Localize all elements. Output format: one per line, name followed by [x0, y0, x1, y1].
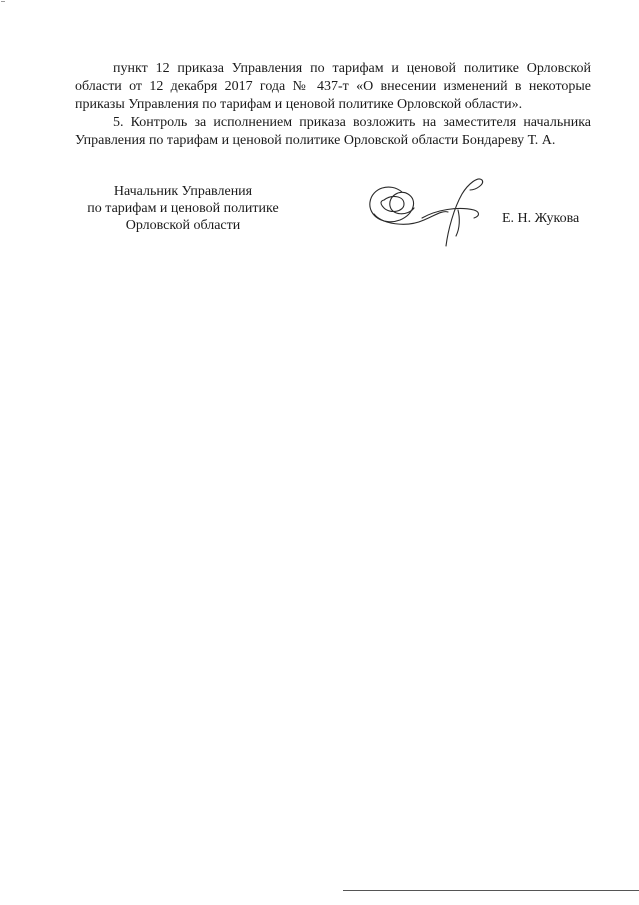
signatory-title-line: Орловской области [125, 218, 241, 233]
scan-artifact [1, 1, 5, 2]
document-body [75, 60, 591, 150]
handwritten-signature-icon [362, 170, 492, 250]
paragraph-item-5-control: 5. Контроль за исполнением приказа возложить на заместителя начальника Управления по тарифам и ценовой политике Орловской области Бондареву Т. А. [75, 115, 591, 148]
signatory-title-line: по тарифам и ценовой политике [87, 201, 279, 216]
paragraph-item-12-reference: пункт 12 приказа Управления по тарифам и ценовой политике Орловской области от 12 декабря 2017 года № 437-т «О внесении изменений в некоторые приказы Управления по тарифам и ценовой политике Орловской области». [75, 61, 591, 112]
signatory-title [78, 183, 288, 234]
footer-divider [343, 890, 639, 891]
signer-name: Е. Н. Жукова [502, 211, 580, 226]
signatory-title-line: Начальник Управления [113, 184, 253, 199]
